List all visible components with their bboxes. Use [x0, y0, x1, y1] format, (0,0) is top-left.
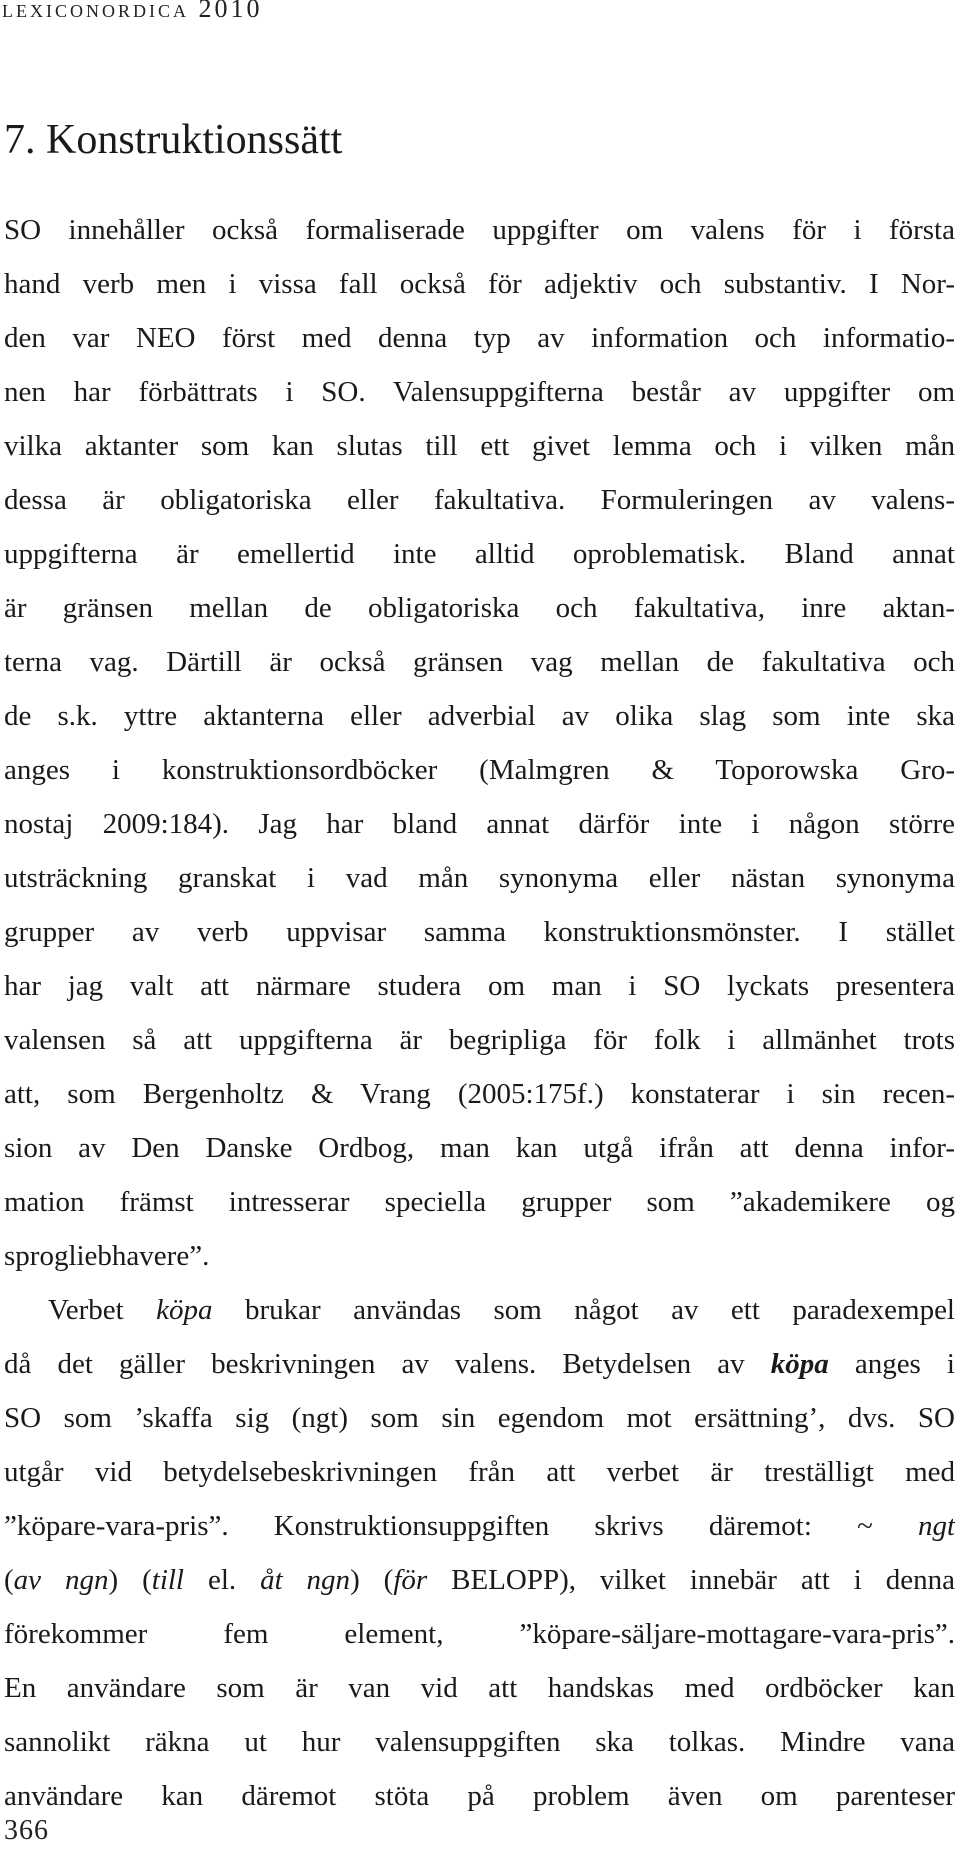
- text-line: [4, 1499, 955, 1553]
- text-line: dessa är obligatoriska eller fakultativa. Formuleringen av valens-: [4, 484, 955, 516]
- construction-term: för: [393, 1564, 428, 1596]
- text-line: den var NEO först med denna typ av information och informatio-: [4, 322, 955, 354]
- text-line: att, som Bergenholtz & Vrang (2005:175f.) konstaterar i sin recen-: [4, 1078, 955, 1110]
- text-line: anges i konstruktionsordböcker (Malmgren & Toporowska Gro-: [4, 754, 955, 786]
- text-line: SO innehåller också formaliserade uppgifter om valens för i första: [4, 214, 955, 246]
- text-run: BELOPP), vilket innebär att i denna: [427, 1564, 955, 1596]
- text-line: [4, 1337, 955, 1391]
- text-line: utsträckning granskat i vad mån synonyma eller nästan synonyma: [4, 862, 955, 894]
- construction-term: till: [151, 1564, 184, 1596]
- text-line: nen har förbättrats i SO. Valensuppgifterna består av uppgifter om: [4, 376, 955, 408]
- text-run: Verbet: [48, 1294, 157, 1326]
- text-line: vilka aktanter som kan slutas till ett givet lemma och i vilken mån: [4, 430, 955, 462]
- text-line: förekommer fem element, ”köpare-säljare-mottagare-vara-pris”.: [4, 1618, 955, 1650]
- paragraph-2: [4, 1283, 955, 1823]
- text-line: grupper av verb uppvisar samma konstruktionsmönster. I stället: [4, 916, 955, 948]
- text-line: sannolikt räkna ut hur valensuppgiften ska tolkas. Mindre vana: [4, 1726, 955, 1758]
- text-run: (: [4, 1564, 14, 1596]
- text-line: mation främst intresserar speciella grupper som ”akademikere og: [4, 1186, 955, 1218]
- text-run: anges i: [828, 1348, 955, 1380]
- text-line: de s.k. yttre aktanterna eller adverbial av olika slag som inte ska: [4, 700, 955, 732]
- section-title: 7. Konstruktionssätt: [4, 117, 343, 163]
- body-text: [4, 203, 955, 1823]
- text-line: har jag valt att närmare studera om man i SO lyckats presentera: [4, 970, 955, 1002]
- text-run: ) (: [108, 1564, 152, 1596]
- construction-term: ngt: [917, 1510, 955, 1542]
- text-run: el.: [184, 1564, 261, 1596]
- text-line: användare kan däremot stöta på problem även om parenteser: [4, 1780, 955, 1812]
- text-run: då det gäller beskrivningen av valens. Betydelsen av: [4, 1348, 771, 1380]
- text-line: sprogliebhavere”.: [4, 1240, 210, 1272]
- term-kopa: köpa: [156, 1294, 213, 1326]
- text-run: ) (: [350, 1564, 394, 1596]
- running-head: lexiconordica 2010: [2, 0, 263, 23]
- text-line: En användare som är van vid att handskas med ordböcker kan: [4, 1672, 955, 1704]
- text-line: uppgifterna är emellertid inte alltid oproblematisk. Bland annat: [4, 538, 955, 570]
- text-line: sion av Den Danske Ordbog, man kan utgå ifrån att denna infor-: [4, 1132, 955, 1164]
- text-run: ”köpare-vara-pris”. Konstruktionsuppgiften skrivs däremot: ~: [4, 1510, 918, 1542]
- construction-term: av ngn: [13, 1564, 109, 1596]
- page-number: 366: [4, 1815, 49, 1846]
- text-line: [4, 1283, 955, 1337]
- text-line: valensen så att uppgifterna är begripliga för folk i allmänhet trots: [4, 1024, 955, 1056]
- text-line: [4, 1553, 955, 1607]
- headword-kopa: köpa: [770, 1348, 829, 1380]
- text-line: nostaj 2009:184). Jag har bland annat därför inte i någon större: [4, 808, 955, 840]
- construction-term: åt ngn: [260, 1564, 351, 1596]
- text-line: är gränsen mellan de obligatoriska och fakultativa, inre aktan-: [4, 592, 955, 624]
- text-line: utgår vid betydelsebeskrivningen från att verbet är treställigt med: [4, 1456, 955, 1488]
- text-line: terna vag. Därtill är också gränsen vag mellan de fakultativa och: [4, 646, 955, 678]
- paragraph-1: [4, 203, 955, 1283]
- text-line: hand verb men i vissa fall också för adjektiv och substantiv. I Nor-: [4, 268, 955, 300]
- text-line: SO som ’skaffa sig (ngt) som sin egendom mot ersättning’, dvs. SO: [4, 1402, 955, 1434]
- text-run: brukar användas som något av ett paradexempel: [212, 1294, 955, 1326]
